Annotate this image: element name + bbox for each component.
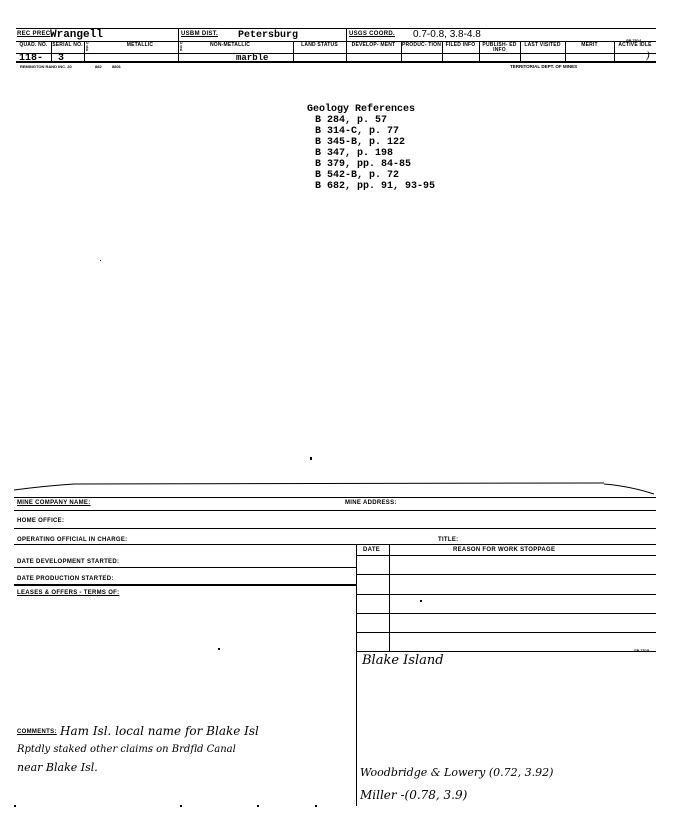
reference-item: B 314-C, p. 77 [315,126,400,137]
col-development: DEVELOP- MENT [351,42,396,48]
col-merit: MERIT [581,42,598,48]
col-active-idle: ACTIVE IDLE [618,42,652,48]
usgs-coord-value: 0.7-0.8, 3.8-4.8 [413,29,481,40]
col-use-nonmetallic: U S E [180,41,183,52]
date-dev-label: DATE DEVELOPMENT STARTED: [17,559,120,565]
reason-col-header: REASON FOR WORK STOPPAGE [453,547,556,553]
reference-item: B 345-B, p. 122 [315,137,406,148]
reference-item: B 682, pp. 91, 93-95 [315,181,436,192]
quad-value: 118- [19,53,44,64]
col-quad: QUAD. NO. [19,42,48,48]
footer-left: REMINGTON RAND INC. 20 [20,64,72,69]
col-nonmetallic: NON-METALLIC [209,42,251,48]
footer-right: TERRITORIAL DEPT. OF MINES [510,64,578,69]
col-last-visited: LAST VISITED [524,42,561,48]
col-metallic: METALLIC [126,42,154,48]
comment-line: near Blake Isl. [17,761,98,774]
stray-mark [14,805,16,807]
stray-mark [315,805,317,807]
col-serial: SERIAL NO. [52,42,83,48]
form-number-bottom: SP 7515 [634,648,650,653]
reference-item: B 542-B, p. 72 [315,170,400,181]
col-use-metallic: U S E [86,41,89,52]
form-number-top: SP 7514 [626,38,642,43]
leases-label: LEASES & OFFERS - TERMS OF: [17,590,120,596]
stray-mark [420,600,422,602]
usbm-dist-label: USBM DIST. [181,31,219,37]
footer-code2: 8801 [112,64,121,69]
geology-references [307,104,435,192]
reference-item: B 284, p. 57 [315,115,388,126]
mine-company-label: MINE COMPANY NAME: [17,500,91,506]
col-production: PRODUC- TION [401,42,442,48]
active-idle-mark: ) [646,51,650,62]
mine-address-label: MINE ADDRESS: [345,500,397,506]
col-land-status: LAND STATUS [301,42,338,48]
footer-code1: 882 [95,64,102,69]
right-ref: Miller -(0.78, 3.9) [360,788,468,802]
reference-item: B 379, pp. 84-85 [315,159,412,170]
reference-item: B 347, p. 198 [315,148,394,159]
stray-mark [310,457,312,460]
geology-title: Geology References [307,104,416,115]
date-col-header: DATE [363,547,381,553]
rec-prec-value: Wrangell [50,29,103,41]
col-filed-info: FILED INFO [445,42,476,48]
right-ref: Woodbridge & Lowery (0.72, 3.92) [360,766,554,779]
usbm-dist-value: Petersburg [238,30,299,41]
date-prod-label: DATE PRODUCTION STARTED: [17,576,114,582]
right-note: Blake Island [362,653,444,668]
comments-label: COMMENTS: [17,729,57,735]
nonmetallic-value: marble [236,53,269,63]
stray-mark [218,648,220,650]
stray-mark [257,805,259,807]
home-office-label: HOME OFFICE: [17,518,65,524]
rec-prec-label: REC PREC [17,31,51,37]
title-label: TITLE: [438,537,459,543]
stray-mark [180,805,182,807]
col-published-info: PUBLISH- ED INFO [482,42,517,53]
serial-value: 3 [58,53,65,64]
comment-line: Ham Isl. local name for Blake Isl [60,724,259,738]
operating-official-label: OPERATING OFFICIAL IN CHARGE: [17,537,128,543]
stray-mark [100,260,101,261]
comment-line: Rptdly staked other claims on Brdfld Canal [17,744,236,755]
usgs-coord-label: USGS COORD. [349,31,395,37]
